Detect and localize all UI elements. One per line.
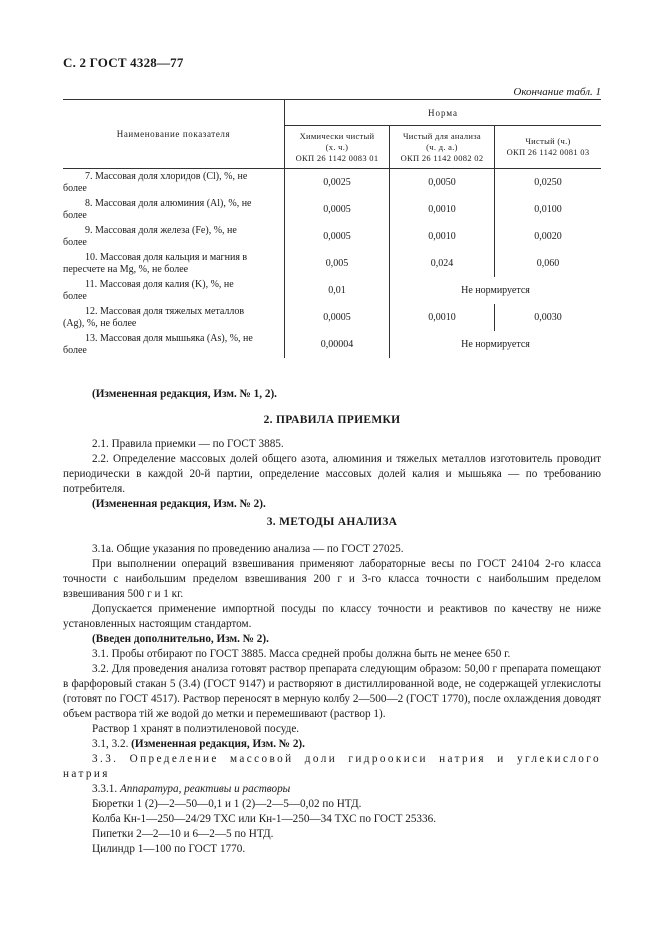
paragraph: 3.1а. Общие указания по проведению анализа — по ГОСТ 27025.	[92, 543, 404, 555]
paragraph: Допускается применение импортной посуды по классу точности и реактивов по качеству не ниже установленных настоящим стандартом.	[63, 603, 601, 630]
amendment-note: (Введен дополнительно, Изм. № 2).	[92, 633, 269, 645]
cell-value: 0,0005	[285, 196, 390, 223]
subsection-title: 3.3. Определение массовой доли гидроокиси натрия и углекислого натрия	[63, 753, 601, 780]
cell-not-normalized: Не нормируется	[390, 277, 602, 304]
paragraph: 3.2. Для проведения анализа готовят раствор препарата следующим образом: 50,00 г препарата помещают в фарфоровый стакан 5 (3.4) (ГОСТ 9147) и растворяют в дистиллированной воде, не содержащей углекислоты (готовят по ГОСТ 4517). Раствор переносят в мерную колбу 2—500—2 (ГОСТ 1770), после охлаждения доводят объем раствора тій же водой до метки и перемешивают (раствор 1).	[63, 663, 601, 720]
paragraph: При выполнении операций взвешивания применяют лабораторные весы по ГОСТ 24104 2-го класса точности с наибольшим пределом взвешивания 200 г и 3-го класса точности с наибольшим пределом взвешивания 500 г и 1 кг.	[63, 558, 601, 600]
column-header-analytical-grade: Чистый для анализа (ч. д. а.) ОКП 26 1142 0082 02	[390, 126, 495, 169]
paragraph: 2.2. Определение массовых долей общего азота, алюминия и тяжелых металлов изготовитель проводит периодически в каждой 20-й партии, определение массовых долей калия и мышьяка — по требованию потребителя.	[63, 453, 601, 495]
cell-value: 0,01	[285, 277, 390, 304]
cell-value: 0,0010	[390, 196, 495, 223]
list-item: Колба Кн-1—250—24/29 ТХС или Кн-1—250—34 ТХС по ГОСТ 25336.	[92, 813, 436, 825]
row-name: 11. Массовая доля калия (K), %, не более	[63, 278, 234, 302]
table-row	[63, 304, 601, 331]
cell-value: 0,060	[495, 250, 602, 277]
table-header-row	[63, 100, 601, 126]
list-item: Бюретки 1 (2)—2—50—0,1 и 1 (2)—2—5—0,02 по НТД.	[92, 798, 362, 810]
subsection-heading: 3.3.1. Аппаратура, реактивы и растворы	[92, 783, 291, 795]
cell-value: 0,024	[390, 250, 495, 277]
table-row	[63, 331, 601, 358]
amendment-note: (Измененная редакция, Изм. № 2).	[92, 498, 266, 510]
section-methods-body	[63, 542, 601, 857]
page-header: С. 2 ГОСТ 4328—77	[63, 55, 184, 70]
amendment-note: (Измененная редакция, Изм. № 1, 2).	[92, 388, 277, 400]
list-item: Цилиндр 1—100 по ГОСТ 1770.	[92, 843, 246, 855]
table-continuation-label: Окончание табл. 1	[513, 86, 601, 98]
table-row	[63, 277, 601, 304]
cell-value: 0,0050	[390, 169, 495, 197]
column-header-norma: Норма	[285, 100, 602, 126]
cell-value: 0,0250	[495, 169, 602, 197]
row-name: 9. Массовая доля железа (Fe), %, не более	[63, 224, 237, 248]
norms-table	[63, 99, 601, 358]
cell-value: 0,00004	[285, 331, 390, 358]
paragraph: Раствор 1 хранят в полиэтиленовой посуде.	[92, 723, 300, 735]
cell-value: 0,0020	[495, 223, 602, 250]
cell-value: 0,0010	[390, 223, 495, 250]
cell-value: 0,0010	[390, 304, 495, 331]
column-header-pure: Чистый (ч.) ОКП 26 1142 0081 03	[495, 126, 602, 169]
paragraph: 3.1. Пробы отбирают по ГОСТ 3885. Масса средней пробы должна быть не менее 650 г.	[92, 648, 511, 660]
cell-value: 0,0025	[285, 169, 390, 197]
section-acceptance-body	[63, 437, 601, 512]
cell-value: 0,0005	[285, 304, 390, 331]
table-row	[63, 169, 601, 197]
section-title-acceptance: 2. ПРАВИЛА ПРИЕМКИ	[263, 414, 401, 426]
row-name: 8. Массовая доля алюминия (Al), %, не более	[63, 197, 252, 221]
list-item: Пипетки 2—2—10 и 6—2—5 по НТД.	[92, 828, 274, 840]
paragraph: 2.1. Правила приемки — по ГОСТ 3885.	[92, 438, 284, 450]
section-title-methods: 3. МЕТОДЫ АНАЛИЗА	[266, 516, 398, 528]
table-row	[63, 250, 601, 277]
row-name: 7. Массовая доля хлоридов (Cl), %, не более	[63, 170, 248, 194]
cell-value: 0,005	[285, 250, 390, 277]
column-header-name: Наименование показателя	[63, 100, 285, 169]
cell-not-normalized: Не нормируется	[390, 331, 602, 358]
row-name: 13. Массовая доля мышьяка (As), %, не более	[63, 332, 253, 356]
paragraph: 3.1, 3.2. (Измененная редакция, Изм. № 2).	[92, 738, 305, 750]
column-header-chemically-pure: Химически чистый (х. ч.) ОКП 26 1142 0083 01	[285, 126, 390, 169]
cell-value: 0,0030	[495, 304, 602, 331]
cell-value: 0,0100	[495, 196, 602, 223]
table-row	[63, 223, 601, 250]
row-name: 12. Массовая доля тяжелых металлов (Ag), %, не более	[63, 305, 245, 329]
table-row	[63, 196, 601, 223]
cell-value: 0,0005	[285, 223, 390, 250]
row-name: 10. Массовая доля кальция и магния в пересчете на Mg, %, не более	[63, 251, 248, 275]
